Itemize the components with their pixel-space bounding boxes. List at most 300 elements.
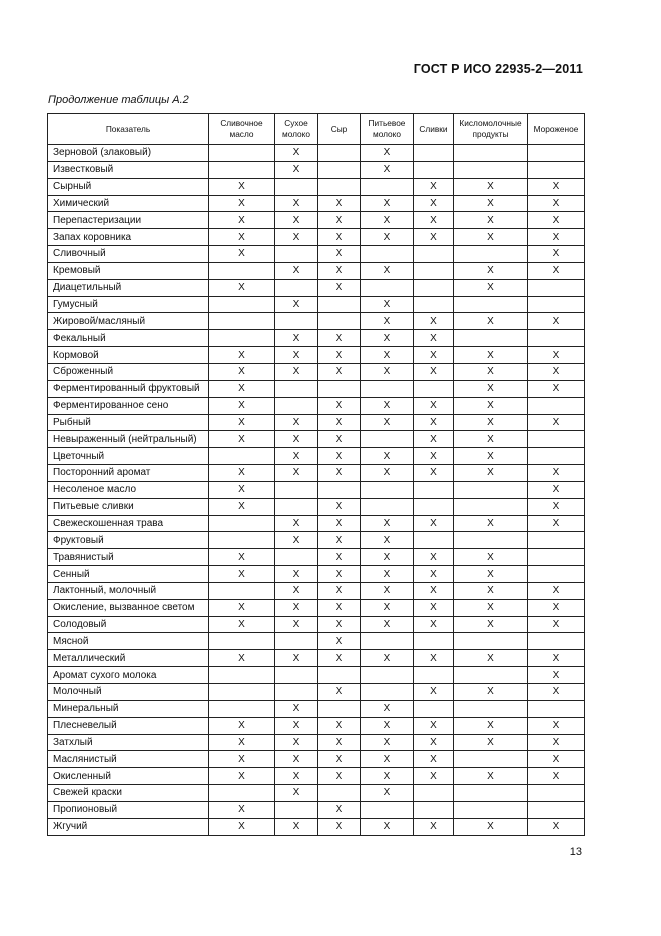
mark-cell [361,684,414,701]
mark-cell: X [318,734,361,751]
mark-cell [414,700,454,717]
mark-cell [528,566,585,583]
table-row [48,700,585,717]
mark-cell: X [275,229,318,246]
mark-cell [275,684,318,701]
indicator-name: Сенный [48,566,209,583]
mark-cell: X [209,397,275,414]
mark-cell [361,178,414,195]
mark-cell [318,161,361,178]
mark-cell: X [454,212,528,229]
mark-cell: X [209,481,275,498]
mark-cell: X [361,397,414,414]
mark-cell: X [275,363,318,380]
mark-cell [318,700,361,717]
mark-cell [275,178,318,195]
mark-cell [414,279,454,296]
mark-cell: X [414,515,454,532]
mark-cell [414,532,454,549]
indicator-name: Затхлый [48,734,209,751]
mark-cell: X [209,599,275,616]
column-butter: Сливочное масло [209,114,275,145]
mark-cell: X [318,246,361,263]
mark-cell: X [275,566,318,583]
mark-cell: X [528,734,585,751]
mark-cell: X [275,818,318,835]
mark-cell: X [454,448,528,465]
mark-cell: X [361,700,414,717]
mark-cell [361,380,414,397]
mark-cell [361,431,414,448]
mark-cell: X [414,195,454,212]
mark-cell: X [318,262,361,279]
table-row [48,431,585,448]
mark-cell: X [528,599,585,616]
mark-cell: X [454,397,528,414]
table-body [48,145,585,836]
mark-cell: X [209,650,275,667]
table-row [48,549,585,566]
mark-cell [318,296,361,313]
mark-cell: X [454,599,528,616]
mark-cell [414,380,454,397]
indicator-name: Запах коровника [48,229,209,246]
indicator-name: Диацетильный [48,279,209,296]
mark-cell: X [318,363,361,380]
mark-cell [528,448,585,465]
mark-cell: X [454,717,528,734]
mark-cell: X [275,448,318,465]
table-row [48,262,585,279]
mark-cell [414,161,454,178]
mark-cell: X [414,347,454,364]
mark-cell [318,380,361,397]
table-row [48,734,585,751]
mark-cell [361,633,414,650]
table-row [48,650,585,667]
mark-cell: X [454,818,528,835]
mark-cell: X [414,363,454,380]
mark-cell: X [454,414,528,431]
indicator-name: Окисление, вызванное светом [48,599,209,616]
standard-designation: ГОСТ Р ИСО 22935-2—2011 [413,62,583,76]
mark-cell [454,246,528,263]
mark-cell [414,262,454,279]
mark-cell: X [361,768,414,785]
mark-cell: X [414,734,454,751]
mark-cell: X [361,414,414,431]
mark-cell [209,532,275,549]
mark-cell: X [414,178,454,195]
mark-cell [414,246,454,263]
mark-cell: X [414,599,454,616]
indicator-name: Зерновой (злаковый) [48,145,209,162]
table-row [48,599,585,616]
page-number: 13 [569,846,582,858]
mark-cell [209,145,275,162]
mark-cell: X [528,363,585,380]
table-row [48,145,585,162]
indicator-name: Молочный [48,684,209,701]
mark-cell: X [361,212,414,229]
mark-cell [454,700,528,717]
mark-cell: X [414,313,454,330]
indicator-name: Жгучий [48,818,209,835]
mark-cell [528,785,585,802]
header-row [48,114,585,145]
mark-cell [209,161,275,178]
mark-cell [414,801,454,818]
mark-cell [209,700,275,717]
mark-cell [528,161,585,178]
table-row [48,448,585,465]
mark-cell: X [318,229,361,246]
mark-cell [275,246,318,263]
mark-cell: X [209,566,275,583]
mark-cell: X [361,785,414,802]
mark-cell: X [361,650,414,667]
column-cream: Сливки [414,114,454,145]
mark-cell: X [528,717,585,734]
table-row [48,465,585,482]
mark-cell: X [528,465,585,482]
indicator-name: Свежей краски [48,785,209,802]
mark-cell: X [318,195,361,212]
mark-cell: X [209,431,275,448]
mark-cell [454,801,528,818]
mark-cell: X [454,262,528,279]
mark-cell [209,515,275,532]
mark-cell [318,785,361,802]
mark-cell: X [361,465,414,482]
column-dry-milk: Сухое молоко [275,114,318,145]
mark-cell [361,801,414,818]
indicator-name: Сброженный [48,363,209,380]
mark-cell: X [361,717,414,734]
mark-cell: X [454,465,528,482]
mark-cell: X [361,818,414,835]
mark-cell: X [209,246,275,263]
mark-cell: X [318,431,361,448]
table-row [48,818,585,835]
indicator-name: Жировой/масляный [48,313,209,330]
mark-cell: X [414,330,454,347]
indicator-name: Лактонный, молочный [48,582,209,599]
mark-cell [454,330,528,347]
mark-cell: X [361,330,414,347]
mark-cell: X [414,616,454,633]
mark-cell: X [318,582,361,599]
mark-cell: X [361,616,414,633]
mark-cell [528,330,585,347]
mark-cell [454,498,528,515]
table-row [48,768,585,785]
indicator-name: Сырный [48,178,209,195]
mark-cell: X [275,330,318,347]
indicator-name: Цветочный [48,448,209,465]
mark-cell: X [454,566,528,583]
mark-cell [209,296,275,313]
mark-cell: X [209,195,275,212]
mark-cell [275,549,318,566]
mark-cell: X [209,801,275,818]
mark-cell: X [318,751,361,768]
mark-cell [361,246,414,263]
mark-cell: X [361,195,414,212]
mark-cell: X [454,616,528,633]
mark-cell: X [318,397,361,414]
mark-cell: X [454,195,528,212]
mark-cell: X [528,414,585,431]
table-row [48,161,585,178]
mark-cell: X [275,347,318,364]
mark-cell [528,145,585,162]
mark-cell: X [318,448,361,465]
mark-cell: X [454,734,528,751]
table-caption: Продолжение таблицы А.2 [48,94,189,106]
mark-cell: X [414,465,454,482]
indicator-name: Питьевые сливки [48,498,209,515]
mark-cell: X [318,515,361,532]
table-row [48,785,585,802]
table-row [48,515,585,532]
table-row [48,751,585,768]
mark-cell: X [454,768,528,785]
mark-cell: X [528,347,585,364]
table-row [48,633,585,650]
table-row [48,330,585,347]
mark-cell: X [454,229,528,246]
table-row [48,195,585,212]
mark-cell [528,431,585,448]
mark-cell: X [528,212,585,229]
table-row [48,667,585,684]
mark-cell: X [414,768,454,785]
mark-cell: X [318,801,361,818]
indicator-name: Фруктовый [48,532,209,549]
mark-cell [528,279,585,296]
mark-cell [209,684,275,701]
mark-cell: X [454,650,528,667]
mark-cell: X [361,161,414,178]
mark-cell [454,481,528,498]
mark-cell [528,397,585,414]
mark-cell [361,498,414,515]
indicator-name: Травянистый [48,549,209,566]
mark-cell: X [361,549,414,566]
mark-cell: X [318,347,361,364]
table-row [48,414,585,431]
mark-cell: X [528,380,585,397]
table-row [48,347,585,364]
mark-cell [275,397,318,414]
mark-cell: X [318,684,361,701]
mark-cell [361,667,414,684]
indicators-table [47,113,585,836]
mark-cell [209,633,275,650]
mark-cell: X [275,262,318,279]
mark-cell: X [414,431,454,448]
mark-cell: X [414,650,454,667]
mark-cell [414,145,454,162]
mark-cell: X [528,582,585,599]
mark-cell [209,667,275,684]
indicator-name: Аромат сухого молока [48,667,209,684]
mark-cell [528,532,585,549]
mark-cell: X [209,498,275,515]
mark-cell: X [318,768,361,785]
mark-cell: X [275,616,318,633]
table-row [48,178,585,195]
indicator-name: Минеральный [48,700,209,717]
indicator-name: Гумусный [48,296,209,313]
mark-cell: X [454,347,528,364]
mark-cell: X [414,751,454,768]
mark-cell [528,296,585,313]
mark-cell: X [454,313,528,330]
table-row [48,498,585,515]
mark-cell: X [454,178,528,195]
indicator-name: Фекальный [48,330,209,347]
table-row [48,279,585,296]
mark-cell [454,145,528,162]
mark-cell: X [361,313,414,330]
mark-cell: X [318,717,361,734]
mark-cell: X [318,650,361,667]
mark-cell [528,633,585,650]
mark-cell: X [454,279,528,296]
mark-cell: X [318,549,361,566]
mark-cell: X [528,246,585,263]
mark-cell [318,667,361,684]
mark-cell [414,296,454,313]
mark-cell: X [414,397,454,414]
indicator-name: Ферментированный фруктовый [48,380,209,397]
mark-cell [454,751,528,768]
mark-cell: X [275,650,318,667]
mark-cell: X [528,515,585,532]
mark-cell: X [209,212,275,229]
mark-cell: X [528,498,585,515]
table-row [48,566,585,583]
mark-cell [454,532,528,549]
mark-cell: X [454,380,528,397]
table-row [48,229,585,246]
mark-cell [414,633,454,650]
table-row [48,363,585,380]
mark-cell [275,380,318,397]
mark-cell: X [275,582,318,599]
mark-cell [414,667,454,684]
mark-cell: X [275,515,318,532]
mark-cell: X [209,229,275,246]
mark-cell: X [454,549,528,566]
mark-cell [209,448,275,465]
mark-cell [528,700,585,717]
mark-cell: X [318,616,361,633]
mark-cell: X [318,566,361,583]
mark-cell [209,582,275,599]
mark-cell: X [528,667,585,684]
mark-cell: X [361,448,414,465]
mark-cell: X [209,717,275,734]
mark-cell: X [275,212,318,229]
mark-cell: X [318,330,361,347]
mark-cell: X [209,549,275,566]
table-row [48,717,585,734]
mark-cell [275,481,318,498]
mark-cell: X [528,818,585,835]
mark-cell [318,313,361,330]
table-row [48,397,585,414]
mark-cell [318,145,361,162]
mark-cell: X [209,414,275,431]
mark-cell: X [414,212,454,229]
mark-cell [361,279,414,296]
indicator-name: Солодовый [48,616,209,633]
mark-cell: X [361,566,414,583]
mark-cell: X [528,178,585,195]
indicator-name: Рыбный [48,414,209,431]
table-row [48,380,585,397]
mark-cell: X [275,700,318,717]
indicator-name: Посторонний аромат [48,465,209,482]
mark-cell: X [414,448,454,465]
mark-cell: X [454,363,528,380]
mark-cell [528,801,585,818]
mark-cell: X [361,229,414,246]
indicator-name: Известковый [48,161,209,178]
mark-cell: X [275,768,318,785]
indicator-name: Металлический [48,650,209,667]
mark-cell: X [528,616,585,633]
mark-cell: X [454,582,528,599]
mark-cell: X [454,515,528,532]
indicator-name: Кормовой [48,347,209,364]
mark-cell: X [275,734,318,751]
mark-cell: X [361,751,414,768]
mark-cell: X [414,549,454,566]
indicator-name: Перепастеризации [48,212,209,229]
mark-cell: X [528,751,585,768]
mark-cell: X [414,229,454,246]
mark-cell: X [275,296,318,313]
column-ice-cream: Мороженое [528,114,585,145]
mark-cell: X [209,363,275,380]
mark-cell: X [275,751,318,768]
mark-cell: X [275,532,318,549]
mark-cell: X [275,145,318,162]
mark-cell: X [318,414,361,431]
mark-cell: X [361,347,414,364]
mark-cell [275,279,318,296]
mark-cell: X [275,414,318,431]
mark-cell [209,785,275,802]
table-row [48,582,585,599]
mark-cell: X [209,616,275,633]
column-cheese: Сыр [318,114,361,145]
indicator-name: Несоленое масло [48,481,209,498]
column-drinking-milk: Питьевое молоко [361,114,414,145]
indicator-name: Кремовый [48,262,209,279]
mark-cell [414,481,454,498]
mark-cell: X [528,262,585,279]
mark-cell: X [209,178,275,195]
mark-cell: X [275,431,318,448]
indicator-name: Невыраженный (нейтральный) [48,431,209,448]
mark-cell: X [454,431,528,448]
mark-cell: X [209,734,275,751]
